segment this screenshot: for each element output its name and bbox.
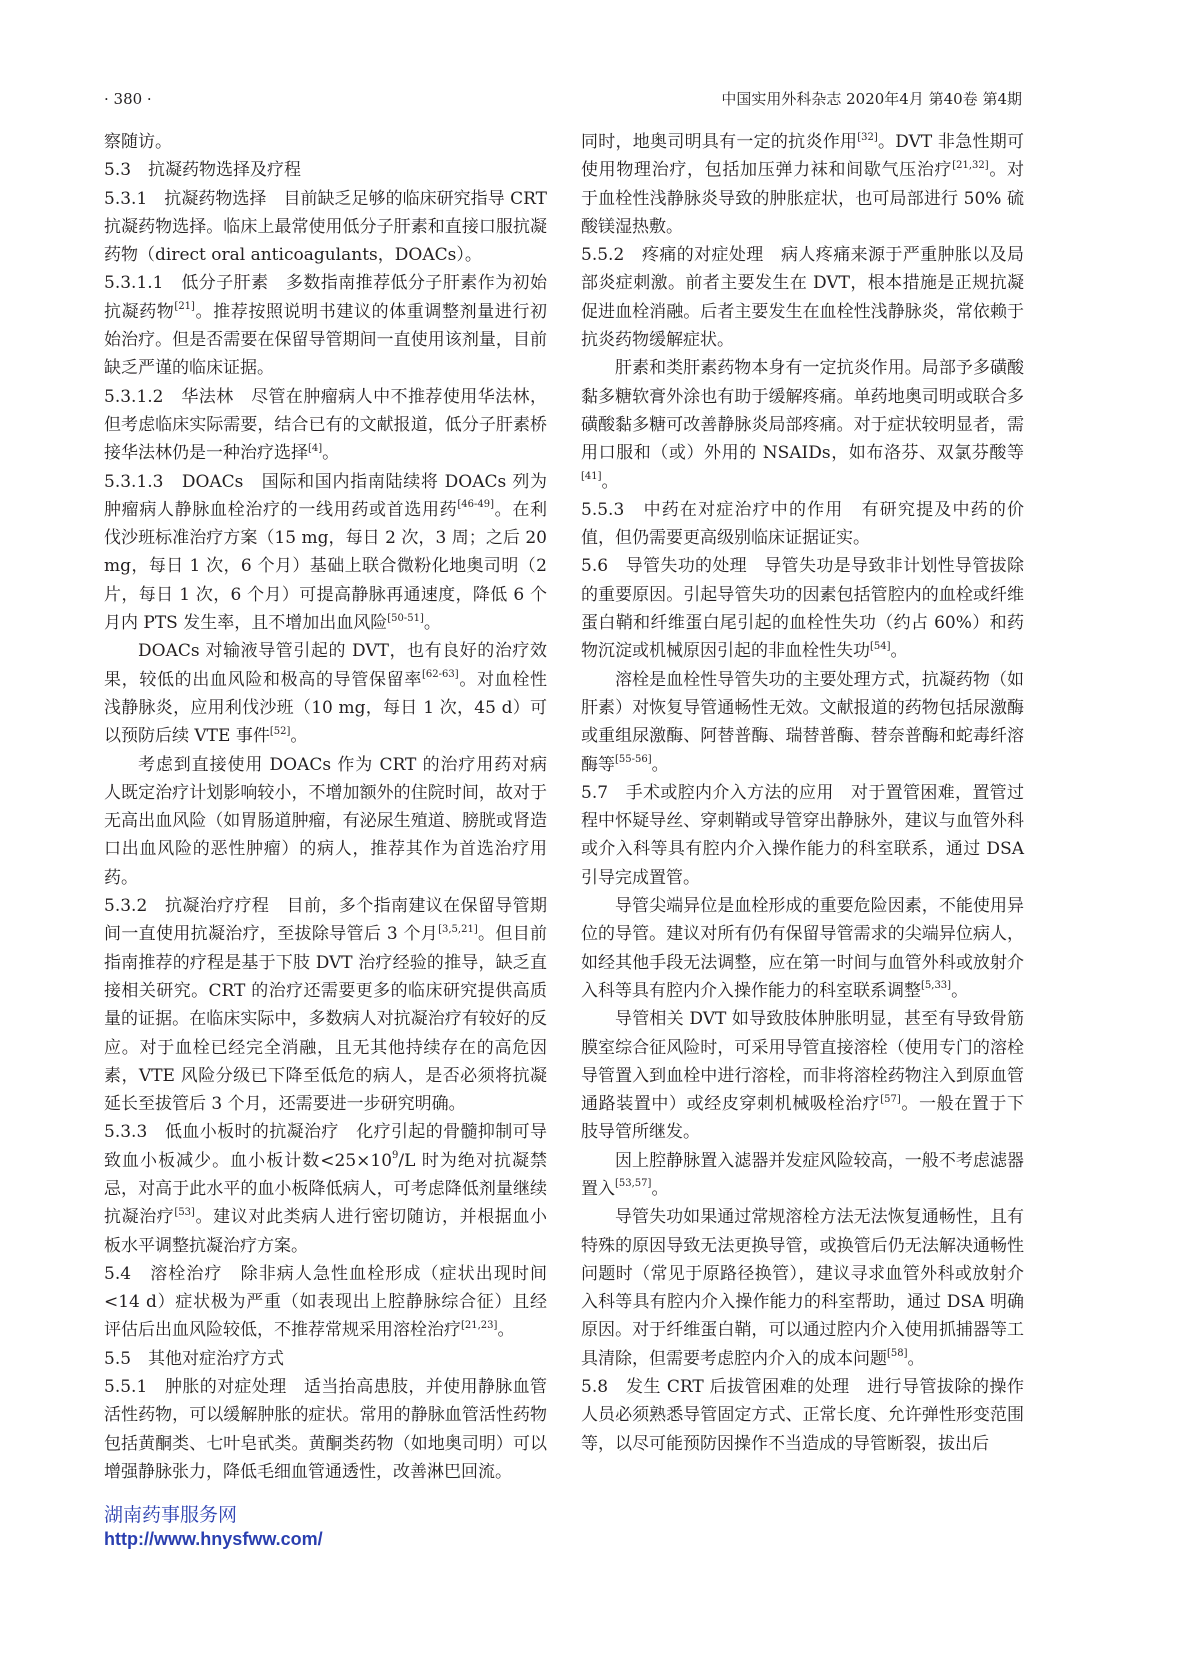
text-run: 。DVT 非急性期可使用物理治疗，包括加压弹力袜和间歇气压治疗 [581,132,1024,181]
citation: [57] [880,1093,901,1105]
citation: [5,33] [921,980,952,992]
text-run: 。对于血栓性浅静脉炎导致的肿胀症状，也可局部进行 50% 硫酸镁湿热敷。 [581,160,1025,237]
subsection-paragraph [104,1260,547,1345]
text-run: 。 [497,1320,515,1341]
subsection-paragraph [581,552,1024,665]
text-run: 。 [322,443,340,464]
text-run: 。在利伐沙班标准治疗方案（15 mg，每日 2 次，3 周；之后 20 mg，每日 1 次，6 个月）基础上联合微粉化地奥司明（2 片，每日 1 次，6 个月）可提高静脉再通速度，降低 6 个月内 PTS 发生率，且不增加出血风险 [104,499,548,634]
subsection-paragraph: 5.5.1 肿胀的对症处理 适当抬高患肢，并使用静脉血管活性药物，可以缓解肿胀的症状。常用的静脉血管活性药物包括黄酮类、七叶皂甙类。黄酮类药物（如地奥司明）可以增强静脉张力，降低毛细血管通透性，改善淋巴回流。 [104,1377,547,1482]
text-run: 肝素和类肝素药物本身有一定抗炎作用。局部予多磺酸黏多糖软膏外涂也有助于缓解疼痛。单药地奥司明或联合多磺酸黏多糖可改善静脉炎局部疼痛。对于症状较明显者，需用口服和（或）外用的 NSAIDs，如布洛芬、双氯芬酸等 [581,358,1024,464]
text-run: 。 [423,613,441,634]
paragraph [581,1005,1024,1146]
exponent: 9 [392,1149,399,1161]
paragraph: 察随访。 [104,132,172,152]
paragraph [581,354,1024,495]
watermark-url: http://www.hnysfww.com/ [104,1529,323,1549]
page-number: · 380 · [104,90,152,108]
text-run: DOACs 对输液导管引起的 DVT，也有良好的治疗效果，较低的出血风险和极高的导管保留率 [104,641,547,690]
text-run: 。一般在置于下肢导管所继发。 [581,1094,1025,1143]
text-run: 因上腔静脉置入滤器并发症风险较高，一般不考虑滤器置入 [581,1150,1024,1199]
text-run: 导管失功如果通过常规溶栓方法无法恢复通畅性，且有特殊的原因导致无法更换导管，或换管后仍无法解决通畅性问题时（常见于原路径换管），建议寻求血管外科或放射介入科等具有腔内介入操作能力的科室帮助，通过 DSA 明确原因。对于纤维蛋白鞘，可以通过腔内介入使用抓捕器等工具清除，但需要考虑腔内介入的成本问题 [581,1207,1024,1369]
subsection-paragraph: 5.3.1 抗凝药物选择 目前缺乏足够的临床研究指导 CRT 抗凝药物选择。临床上最常使用低分子肝素和直接口服抗凝药物（direct oral anticoagulants，DOACs）。 [104,188,547,266]
citation: [41] [581,471,602,483]
paragraph: 考虑到直接使用 DOACs 作为 CRT 的治疗用药对病人既定治疗计划影响较小，不增加额外的住院时间，故对于无高出血风险（如胃肠道肿瘤，有泌尿生殖道、膀胱或肾造口出血风险的恶性肿瘤）的病人，推荐其作为首选治疗用药。 [104,754,547,888]
citation: [46-49] [457,499,494,511]
citation: [21,23] [461,1319,498,1331]
watermark-site-name: 湖南药事服务网 [104,1504,238,1526]
text-run: /L 时为绝对抗凝禁忌，对高于此水平的血小板降低病人，可考虑降低剂量继续抗凝治疗 [104,1150,547,1228]
text-run: 。 [890,641,908,662]
paragraph [581,128,1024,241]
citation: [32] [857,131,878,143]
citation: [62-63] [422,669,459,681]
text-run: 导管尖端异位是血栓形成的重要危险因素，不能使用异位的导管。建议对所有仍有保留导管需求的尖端异位病人，如经其他手段无法调整，应在第一时间与血管外科或放射介入科等具有腔内介入操作能力的科室联系调整 [581,896,1024,1001]
subsection-paragraph [104,383,547,468]
text-run: 溶栓是血栓性导管失功的主要处理方式，抗凝药物（如肝素）对恢复导管通畅性无效。文献报道的药物包括尿激酶或重组尿激酶、阿替普酶、瑞替普酶、替奈普酶和蛇毒纤溶酶等 [581,669,1024,775]
subsection-paragraph [104,269,547,382]
text-run: 5.3.3 低血小板时的抗凝治疗 化疗引起的骨髓抑制可导致血小板减少。血小板计数<25×10 [104,1122,547,1171]
text-run: 。 [651,754,669,775]
right-column [581,128,1024,1458]
citation: [53] [174,1206,195,1218]
paragraph [581,1203,1024,1373]
subsection-paragraph [104,892,547,1118]
citation: [50-51] [387,612,424,624]
section-heading: 5.3 抗凝药物选择及疗程 [104,160,302,181]
text-run: 。 [601,471,619,492]
text-run: 。 [651,1178,669,1199]
text-run: 5.6 导管失功的处理 导管失功是导致非计划性导管拔除的重要原因。引起导管失功的因素包括管腔内的血栓或纤维蛋白鞘和纤维蛋白尾引起的血栓性失功（约占 60%）和药物沉淀或机械原因引起的非血栓性失功 [581,556,1024,662]
text-run: 。 [290,726,308,747]
citation: [21,32] [952,159,989,171]
citation: [3,5,21] [438,923,478,935]
citation: [55-56] [615,754,652,766]
text-run: 5.3.1.1 低分子肝素 多数指南推荐低分子肝素作为初始抗凝药物 [104,273,547,322]
citation: [58] [887,1348,908,1360]
journal-running-head: 中国实用外科杂志 2020年4月 第40卷 第4期 [721,90,1022,108]
text-run: 。但目前指南推荐的疗程是基于下肢 DVT 治疗经验的推导，缺乏直接相关研究。CRT 的治疗还需要更多的临床研究提供高质量的证据。在临床实际中，多数病人对抗凝治疗有较好的反应。对于血栓已经完全消融，且无其他持续存在的高危因素，VTE 风险分级已下降至低危的病人，是否必须将抗凝延长至拔管后 3 个月，还需要进一步研究明确。 [104,924,548,1115]
watermark [104,1503,323,1551]
subsection-paragraph: 5.5.3 中药在对症治疗中的作用 有研究提及中药的价值，但仍需要更高级别临床证据证实。 [581,499,1024,549]
text-run: 同时，地奥司明具有一定的抗炎作用 [581,132,858,152]
citation: [54] [870,640,891,652]
text-run: 5.3.1.3 DOACs 国际和国内指南陆续将 DOACs 列为肿瘤病人静脉血栓治疗的一线用药或首选用药 [104,471,547,520]
citation: [53,57] [615,1178,652,1190]
paragraph [581,1147,1024,1204]
text-run: 。建议对此类病人进行密切随访，并根据血小板水平调整抗凝治疗方案。 [104,1207,548,1256]
subsection-paragraph [104,468,547,638]
text-run: 。对血栓性浅静脉炎，应用利伐沙班（10 mg，每日 1 次，45 d）可以预防后续 VTE 事件 [104,669,548,747]
paragraph [104,637,547,750]
text-run: 5.3.1.2 华法林 尽管在肿瘤病人中不推荐使用华法林，但考虑临床实际需要，结合已有的文献报道，低分子肝素桥接华法林仍是一种治疗选择 [104,386,547,464]
subsection-paragraph: 5.5.2 疼痛的对症处理 病人疼痛来源于严重肿胀以及局部炎症刺激。前者主要发生在 DVT，根本措施是正规抗凝促进血栓消融。后者主要发生在血栓性浅静脉炎，常依赖于抗炎药物缓解症状。 [581,245,1024,351]
citation: [4] [308,442,323,454]
paragraph [581,892,1024,1005]
citation: [21] [174,301,195,313]
subsection-paragraph: 5.8 发生 CRT 后拔管困难的处理 进行导管拔除的操作人员必须熟悉导管固定方式、正常长度、允许弹性形变范围等，以尽可能预防因操作不当造成的导管断裂，拔出后 [581,1377,1024,1454]
text-run: 。 [907,1348,925,1369]
paragraph [581,666,1024,779]
text-run: 5.4 溶栓治疗 除非病人急性血栓形成（症状出现时间<14 d）症状极为严重（如表现出上腔静脉综合征）且经评估后出血风险较低，不推荐常规采用溶栓治疗 [104,1263,547,1341]
subsection-paragraph [104,1118,547,1259]
text-run: 。 [951,980,969,1001]
section-heading: 5.5 其他对症治疗方式 [104,1348,285,1369]
text-run: 导管相关 DVT 如导致肢体肿胀明显，甚至有导致骨筋膜室综合征风险时，可采用导管直接溶栓（使用专门的溶栓导管置入到血栓中进行溶栓，而非将溶栓药物注入到原血管通路装置中）或经皮穿刺机械吸栓治疗 [581,1009,1024,1115]
citation: [52] [269,725,291,737]
text-run: 5.3.2 抗凝治疗疗程 目前，多个指南建议在保留导管期间一直使用抗凝治疗，至拔除导管后 3 个月 [104,896,547,945]
subsection-paragraph: 5.7 手术或腔内介入方法的应用 对于置管困难，置管过程中怀疑导丝、穿刺鞘或导管穿出静脉外，建议与血管外科或介入科等具有腔内介入操作能力的科室联系，通过 DSA 引导完成置管。 [581,782,1024,888]
text-run: 。推荐按照说明书建议的体重调整剂量进行初始治疗。但是否需要在保留导管期间一直使用该剂量，目前缺乏严谨的临床证据。 [104,301,548,379]
left-column [104,128,547,1486]
